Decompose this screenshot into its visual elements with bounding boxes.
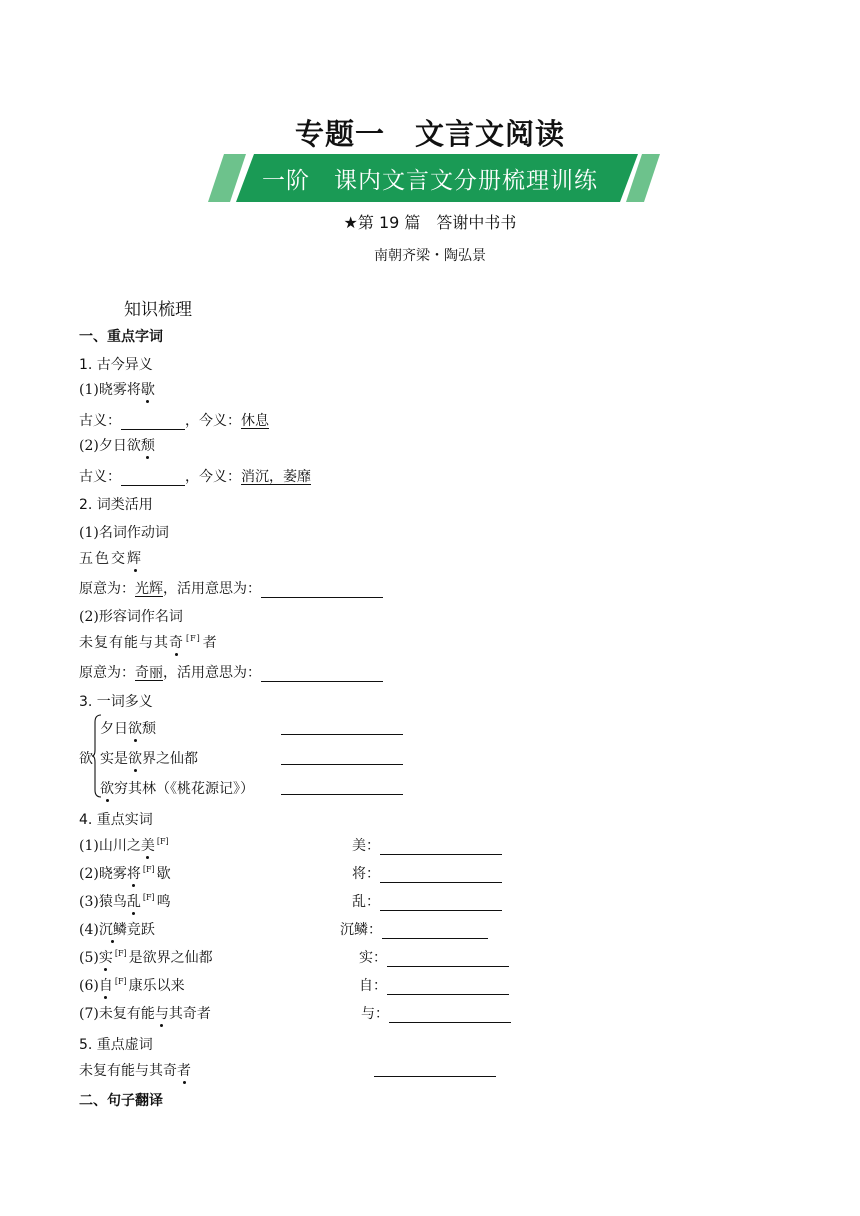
shici-answer-4: 沉鳞： (340, 919, 488, 939)
answer-blank[interactable] (382, 922, 488, 939)
answer-blank[interactable] (261, 665, 383, 682)
page-title: 专题一 文言文阅读 (294, 117, 565, 151)
cilei-example-2: 未复有能与其奇 [F] 者 (79, 632, 218, 652)
banner-text: 一阶 课内文言文分册梳理训练 (262, 168, 598, 194)
footnote-mark: [F] (156, 837, 169, 847)
shici-item-5: (5)实 [F] 是欲界之仙都 (79, 947, 213, 967)
shici-item-6: (6)自 [F] 康乐以来 (79, 975, 185, 995)
answer-blank[interactable] (387, 950, 509, 967)
answer-blank[interactable] (380, 838, 502, 855)
shici-answer-7: 与： (361, 1003, 511, 1023)
shici-answer-5: 实： (359, 947, 509, 967)
shici-answer-1: 美： (352, 835, 502, 855)
lesson-title: ★第 19 篇 答谢中书书 (343, 213, 517, 232)
shici-answer-6: 自： (359, 975, 509, 995)
shici-item-3: (3)猿鸟乱 [F] 鸣 (79, 891, 171, 911)
cilei-answer-2: 原意为：奇丽，活用意思为： (79, 662, 383, 682)
subsection-shici: 4. 重点实词 (79, 812, 153, 828)
answer-blank[interactable] (281, 748, 403, 765)
answer-blank[interactable] (387, 978, 509, 995)
subsection-duoyi: 3. 一词多义 (79, 694, 153, 710)
subsection-xuci: 5. 重点虚词 (79, 1037, 153, 1053)
author-line: 南朝齐梁・陶弘景 (374, 248, 486, 264)
footnote-mark: [F] (114, 949, 127, 959)
answer-blank[interactable] (281, 718, 403, 735)
shici-item-2: (2)晓雾将 [F] 歇 (79, 863, 171, 883)
shici-item-7: (7)未复有能与其奇者 (79, 1003, 211, 1023)
xuci-item: 未复有能与其奇者 (79, 1060, 191, 1080)
footnote-mark: [F] (142, 893, 155, 903)
answer-blank[interactable] (380, 866, 502, 883)
shici-item-1: (1)山川之美 [F] (79, 835, 171, 855)
answer-blank[interactable] (374, 1060, 496, 1077)
answer-blank[interactable] (121, 413, 185, 430)
subsection-cilei: 2. 词类活用 (79, 497, 153, 513)
gujin-answer-2: 古义： ，今义：消沉，萎靡 (79, 469, 311, 485)
cilei-answer-1: 原意为：光辉，活用意思为： (79, 578, 383, 598)
shici-answer-3: 乱： (352, 891, 502, 911)
footnote-mark: [F] (114, 977, 127, 987)
answer-blank[interactable] (380, 894, 502, 911)
answer-blank[interactable] (281, 778, 403, 795)
duoyi-char: 欲 (79, 751, 93, 767)
gujin-item-2: (2)夕日欲颓 (79, 435, 155, 455)
cilei-example-1: 五色交辉 (79, 548, 143, 568)
section-2-heading: 二、句子翻译 (79, 1093, 163, 1109)
duoyi-item-3: 欲穷其林（《桃花源记》） (100, 778, 254, 798)
gujin-item-1: (1)晓雾将歇 (79, 379, 155, 399)
answer-blank[interactable] (121, 469, 185, 486)
answer-blank[interactable] (261, 581, 383, 598)
knowledge-heading: 知识梳理 (124, 300, 192, 320)
footnote-mark: [F] (142, 865, 155, 875)
answer-blank[interactable] (389, 1006, 511, 1023)
subsection-gujin: 1. 古今异义 (79, 357, 153, 373)
cilei-head-1: (1)名词作动词 (79, 525, 169, 541)
section-1-heading: 一、重点字词 (79, 329, 163, 345)
duoyi-item-2: 实是欲界之仙都 (100, 748, 198, 768)
duoyi-item-1: 夕日欲颓 (100, 718, 156, 738)
shici-item-4: (4)沉鳞竞跃 (79, 919, 155, 939)
shici-answer-2: 将： (352, 863, 502, 883)
cilei-head-2: (2)形容词作名词 (79, 609, 183, 625)
footnote-mark: [F] (186, 634, 201, 644)
gujin-answer-1: 古义： ，今义：休息 (79, 413, 269, 429)
